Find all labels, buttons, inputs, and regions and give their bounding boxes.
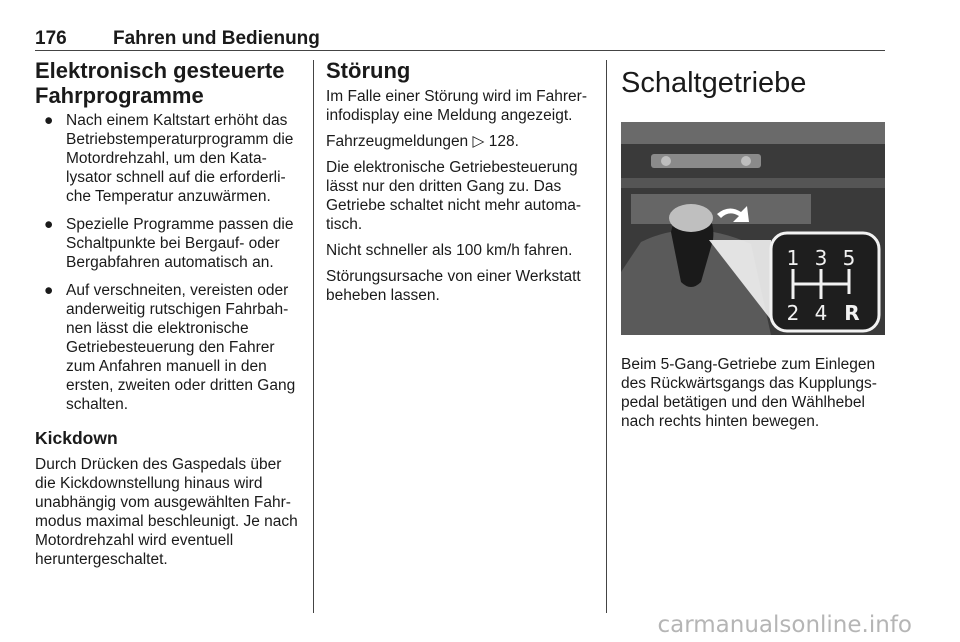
paragraph-2 — [326, 132, 594, 151]
bullet-list — [35, 111, 300, 414]
title-line-1: Elektronisch gesteuerte — [35, 58, 285, 83]
list-item-text: Spezielle Programme passen die Schaltpunkte bei Bergauf- oder Bergabfahren automatisch an. — [66, 216, 294, 271]
gear-label-2: 2 — [786, 301, 800, 325]
list-item — [35, 111, 300, 206]
page-number: 176 — [35, 28, 67, 49]
reference-text: Fahrzeugmeldungen — [326, 133, 469, 150]
chapter-title: Fahren und Bedienung — [113, 28, 320, 49]
column-divider-2 — [606, 60, 607, 613]
title-line-2: Fahrprogramme — [35, 83, 204, 108]
list-item — [35, 215, 300, 272]
paragraph-1: Im Falle einer Störung wird im Fahrerinfodisplay eine Meldung angezeigt. — [326, 88, 588, 124]
list-item-text: Auf verschneiten, vereisten oder anderweitig rutschigen Fahrbahnen lässt die elektronische Getriebesteuerung den Fahrer zum Anfahren manuell in den ersten, zweiten oder dritten Gang schalten. — [66, 282, 296, 413]
section-title-kickdown: Kickdown — [35, 428, 118, 448]
section-title-stoerung: Störung — [326, 58, 411, 83]
bullet-icon: ● — [44, 216, 54, 233]
paragraph-4: Nicht schneller als 100 km/h fahren. — [326, 242, 573, 259]
column-3 — [621, 58, 886, 438]
bullet-icon: ● — [44, 112, 54, 129]
list-item — [35, 281, 300, 414]
column-divider-1 — [313, 60, 314, 613]
page-header — [35, 28, 885, 51]
paragraph-5: Störungsursache von einer Werkstatt beheben lassen. — [326, 268, 581, 304]
reference-page-link[interactable]: 128. — [488, 133, 519, 150]
gear-label-1: 1 — [786, 246, 800, 270]
schaltgetriebe-paragraph: Beim 5-Gang-Getriebe zum Einlegen des Rückwärtsgangs das Kupplungspedal betätigen und den Wählhebel nach rechts hinten bewegen. — [621, 356, 877, 430]
gear-label-3: 3 — [814, 246, 828, 270]
gear-shift-illustration — [621, 122, 885, 335]
column-2 — [326, 58, 594, 312]
kickdown-paragraph: Durch Drücken des Gaspedals über die Kickdownstellung hinaus wird unabhängig vom ausgewählten Fahrmodus maximal beschleunigt. Je nach Motordrehzahl wird eventuell heruntergeschaltet. — [35, 456, 298, 568]
gear-label-5: 5 — [842, 246, 856, 270]
section-title-fahrprogramme — [35, 58, 300, 108]
paragraph-3: Die elektronische Getriebesteuerung lässt nur den dritten Gang zu. Das Getriebe schaltet nicht mehr automatisch. — [326, 159, 582, 233]
section-title-schaltgetriebe: Schaltgetriebe — [621, 67, 807, 99]
watermark: carmanualsonline.info — [657, 612, 912, 638]
list-item-text: Nach einem Kaltstart erhöht das Betriebstemperaturprogramm die Motordrehzahl, um den Katalysator schnell auf die erforderliche Temperatur anzuwärmen. — [66, 112, 294, 205]
bullet-icon: ● — [44, 282, 54, 299]
page-reference-arrow-icon: ▷ — [472, 133, 485, 150]
gear-label-4: 4 — [814, 301, 828, 325]
column-1 — [35, 58, 300, 576]
gear-label-r: R — [844, 301, 860, 325]
